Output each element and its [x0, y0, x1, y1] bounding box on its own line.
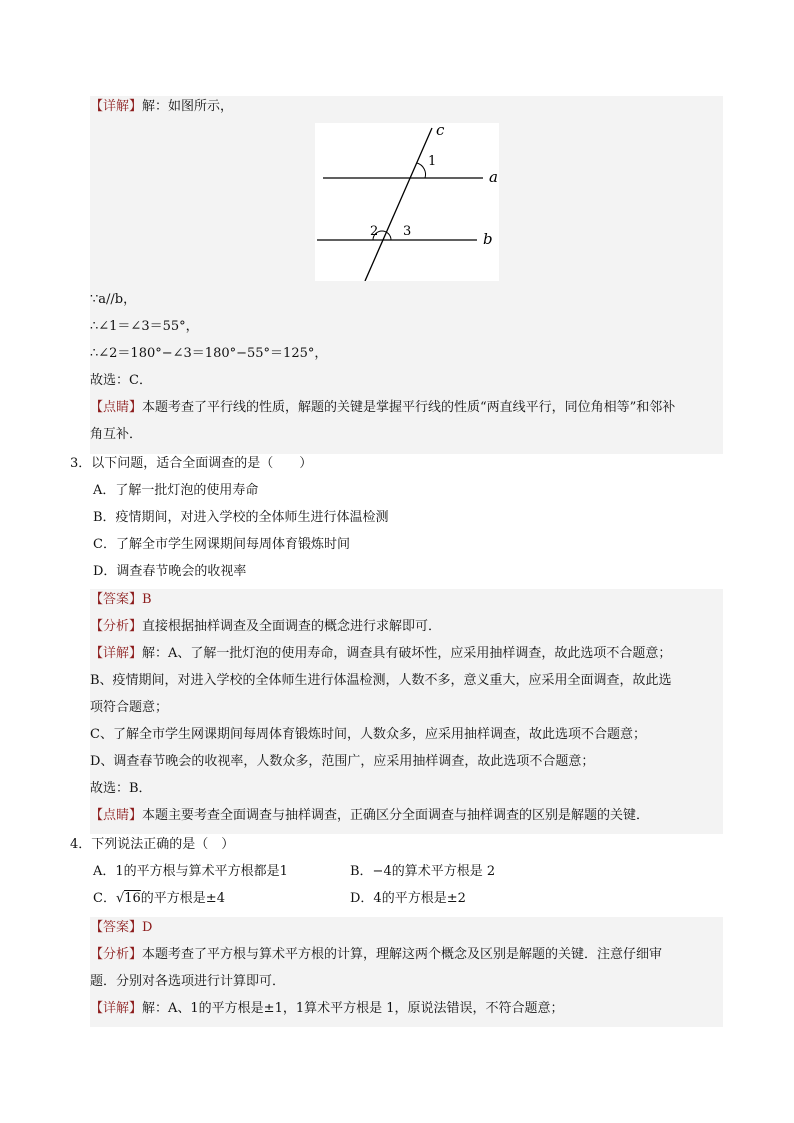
q4-stem: 4．下列说法正确的是（ ） — [70, 837, 235, 852]
line-c — [365, 128, 432, 281]
detail-line-2: B、疫情期间，对进入学校的全体师生进行体温检测，人数不多，意义重大，应采用全面调查，故此选 — [90, 673, 672, 688]
analysis-tag: 【分析】 — [90, 619, 143, 634]
detail-line-3: 项符合题意； — [90, 700, 169, 715]
q4-option-c-suffix: 的平方根是±4 — [140, 891, 225, 906]
comment-line — [90, 807, 649, 825]
q3-option-a: A．了解一批灯泡的使用寿命 — [93, 483, 259, 498]
q4-option-c-prefix: C． — [93, 891, 116, 906]
label-a: a — [489, 168, 498, 186]
analysis-text: 直接根据抽样调查及全面调查的概念进行求解即可． — [142, 619, 442, 634]
analysis-line-1 — [90, 946, 662, 964]
comment-tag: 【点睛】 — [90, 808, 143, 823]
q3-stem: 3．以下问题，适合全面调查的是（ ） — [70, 456, 313, 471]
q3-option-d: D．调查春节晚会的收视率 — [93, 564, 247, 579]
q3-option-c: C．了解全市学生网课期间每周体育锻炼时间 — [93, 537, 350, 552]
detail-text: 解：A、1的平方根是±1，1算术平方根是 1，原说法错误，不符合题意； — [142, 1001, 564, 1016]
label-1: 1 — [428, 154, 437, 169]
therefore-line-1: ∴∠1＝∠3＝55°， — [90, 319, 199, 334]
answer-line — [90, 591, 152, 609]
analysis-text: 本题考查了平方根与算术平方根的计算，理解这两个概念及区别是解题的关键．注意仔细审 — [142, 947, 663, 962]
sqrt-radicand: 16 — [124, 891, 141, 906]
q3-option-b: B．疫情期间，对进入学校的全体师生进行体温检测 — [93, 510, 389, 525]
label-3: 3 — [403, 224, 412, 239]
q4-option-b: B．−4的算术平方根是 2 — [350, 864, 496, 879]
detail-tag: 【详解】 — [90, 1001, 143, 1016]
analysis-tag: 【分析】 — [90, 947, 143, 962]
answer-tag: 【答案】 — [90, 920, 143, 935]
label-2: 2 — [370, 224, 379, 239]
parallel-lines-svg — [315, 123, 499, 281]
answer-tag: 【答案】 — [90, 592, 143, 607]
solution-block-q4 — [90, 917, 723, 1027]
answer-value: B — [142, 592, 152, 607]
comment-line — [90, 399, 675, 417]
detail-tag: 【详解】 — [90, 646, 143, 661]
solution-block-q2 — [90, 96, 723, 454]
comment-tag: 【点睛】 — [90, 400, 143, 415]
q4-option-a: A．1的平方根与算术平方根都是1 — [93, 864, 288, 879]
detail-line-5: D、调查春节晚会的收视率，人数众多，范围广，应采用抽样调查，故此选项不合题意； — [90, 754, 595, 769]
label-b: b — [483, 230, 493, 248]
analysis-line — [90, 618, 441, 636]
detail-line — [90, 1000, 564, 1018]
choice-line: 故选：C． — [90, 373, 152, 388]
comment-line-2: 角互补． — [90, 427, 143, 442]
analysis-line-2: 题．分别对各选项进行计算即可． — [90, 974, 286, 989]
detail-line-1 — [90, 645, 671, 663]
therefore-line-2: ∴∠2＝180°−∠3＝180°−55°＝125°， — [90, 346, 328, 361]
solution-block-q3 — [90, 589, 723, 834]
detail-text: 解：如图所示， — [142, 99, 234, 114]
parallel-lines-figure — [315, 123, 499, 281]
q4-option-d: D．4的平方根是±2 — [350, 891, 466, 906]
comment-text: 本题考查了平行线的性质，解题的关键是掌握平行线的性质“两直线平行，同位角相等”和邻补 — [142, 400, 676, 415]
detail-line-4: C、了解全市学生网课期间每周体育锻炼时间，人数众多，应采用抽样调查，故此选项不合题意； — [90, 727, 646, 742]
answer-value: D — [142, 920, 153, 935]
angle-1-arc — [417, 163, 426, 178]
label-c: c — [436, 123, 445, 139]
because-line: ∵a//b， — [90, 292, 137, 307]
comment-text: 本题主要考查全面调查与抽样调查，正确区分全面调查与抽样调查的区别是解题的关键． — [142, 808, 650, 823]
detail-text: 解：A、了解一批灯泡的使用寿命，调查具有破坏性，应采用抽样调查，故此选项不合题意； — [142, 646, 672, 661]
detail-line — [90, 98, 233, 116]
answer-line — [90, 919, 152, 937]
sqrt-symbol: √ — [115, 891, 125, 906]
detail-line-6: 故选：B． — [90, 781, 152, 796]
q4-option-c — [93, 890, 225, 908]
detail-tag: 【详解】 — [90, 99, 143, 114]
